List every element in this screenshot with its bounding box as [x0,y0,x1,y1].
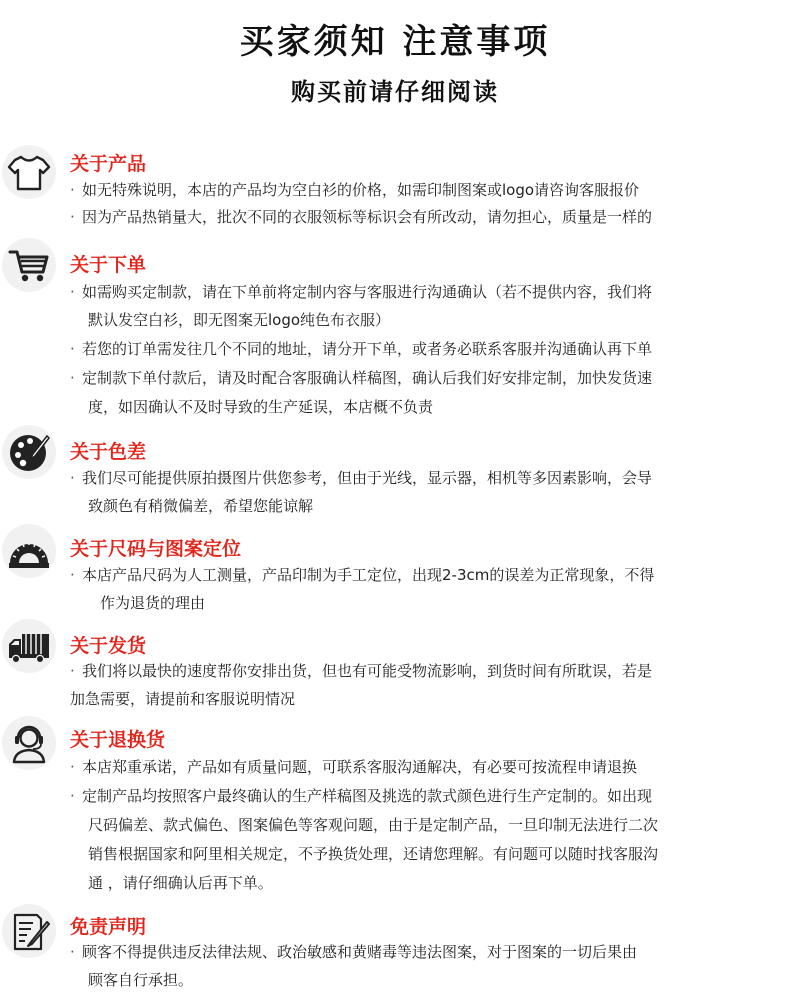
customer-service-icon [2,716,56,770]
section-line: · 定制产品均按照客户最终确认的生产样稿图及挑选的款式颜色进行生产定制的。如出现 [70,787,653,805]
section-line: · 我们尽可能提供原拍摄图片供您参考，但由于光线，显示器，相机等多因素影响，会导 [70,469,653,487]
section-line: 默认发空白衫，即无图案无logo纯色布衣服） [88,311,391,329]
section-line: 致颜色有稍微偏差，希望您能谅解 [88,497,314,515]
document-edit-icon [2,904,56,958]
section-line: 度，如因确认不及时导致的生产延误，本店概不负责 [88,398,434,416]
section-line: 尺码偏差、款式偏色、图案偏色等客观问题，由于是定制产品，一旦印制无法进行二次 [88,816,659,834]
section-line: 通 ，请仔细确认后再下单。 [88,874,273,892]
section-title: 关于退换货 [70,729,166,751]
section-line: 加急需要，请提前和客服说明情况 [70,690,296,708]
page-title: 买家须知 注意事项 [239,22,551,62]
section-line: · 若您的订单需发往几个不同的地址，请分开下单，或者务必联系客服并沟通确认再下单 [70,340,653,358]
section-title: 关于尺码与图案定位 [70,538,242,560]
section-title: 关于色差 [70,441,147,463]
section-title: 关于产品 [70,153,147,175]
section-line: · 我们将以最快的速度帮你安排出货，但也有可能受物流影响，到货时间有所耽误，若是 [70,662,653,680]
section-line: 顾客自行承担。 [88,971,194,989]
page-subtitle: 购买前请仔细阅读 [291,77,499,106]
section-title: 免责声明 [70,916,147,938]
section-line: · 定制款下单付款后，请及时配合客服确认样稿图，确认后我们好安排定制，加快发货速 [70,369,653,387]
section-line: · 如无特殊说明，本店的产品均为空白衫的价格，如需印制图案或logo请咨询客服报价 [70,181,640,199]
section-line: · 本店产品尺码为人工测量，产品印制为手工定位，出现2-3cm的误差为正常现象，不得 [70,566,655,584]
section-line: · 顾客不得提供违反法律法规、政治敏感和黄赌毒等违法图案，对于图案的一切后果由 [70,943,638,961]
section-title: 关于下单 [70,254,147,276]
delivery-truck-icon [2,619,56,673]
protractor-icon [2,524,56,578]
section-title: 关于发货 [70,635,147,657]
section-line: · 本店郑重承诺，产品如有质量问题，可联系客服沟通解决，有必要可按流程申请退换 [70,758,638,776]
section-line: 销售根据国家和阿里相关规定，不予换货处理，还请您理解。有问题可以随时找客服沟 [88,845,659,863]
section-line: · 因为产品热销量大，批次不同的衣服领标等标识会有所改动，请勿担心，质量是一样的 [70,208,653,226]
section-line: 作为退货的理由 [100,594,206,612]
shopping-cart-icon [2,238,56,292]
tshirt-icon [2,145,56,199]
palette-icon [2,425,56,479]
section-line: · 如需购买定制款，请在下单前将定制内容与客服进行沟通确认（若不提供内容，我们将 [70,283,653,301]
